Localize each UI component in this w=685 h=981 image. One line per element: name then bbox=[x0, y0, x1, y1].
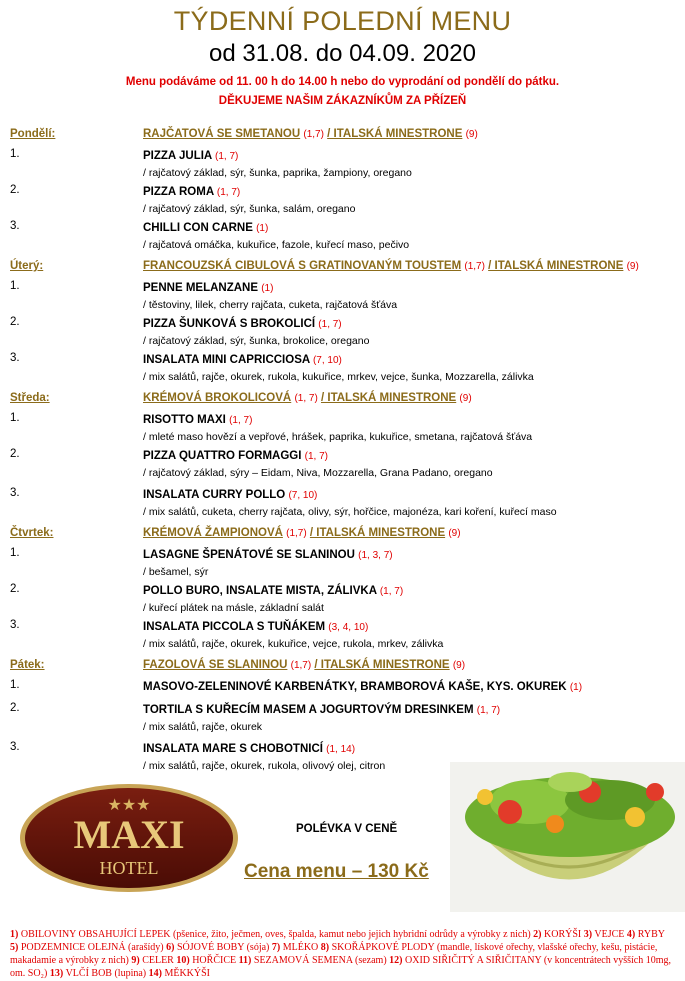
allergen-text: CELER bbox=[142, 955, 174, 966]
item-name: MASOVO-ZELENINOVÉ KARBENÁTKY, BRAMBOROVÁ KAŠE, KYS. OKUREK bbox=[143, 681, 567, 693]
soup-included-note: POLÉVKA V CENĚ bbox=[296, 823, 398, 835]
item-title bbox=[143, 148, 680, 165]
menu-price: Cena menu – 130 Kč bbox=[244, 861, 429, 882]
item-name: LASAGNE ŠPENÁTOVÉ SE SLANINOU bbox=[143, 549, 355, 561]
day-soups bbox=[143, 392, 472, 408]
item-body bbox=[143, 547, 680, 580]
soup-allergens: (1,7) bbox=[290, 660, 312, 671]
item-allergens: (7, 10) bbox=[312, 355, 342, 366]
allergen-text: KORÝŠI bbox=[544, 929, 582, 940]
soup2-allergens: (9) bbox=[459, 393, 472, 404]
allergen-number: 11) bbox=[238, 955, 252, 966]
soup-allergens: (1,7) bbox=[464, 261, 485, 272]
item-description: / mix salátů, rajče, okurek, rukola, olivový olej, citron bbox=[143, 760, 386, 772]
menu-items bbox=[10, 280, 680, 385]
soup-name: FRANCOUZSKÁ CIBULOVÁ S GRATINOVANÝM TOUSTEM bbox=[143, 260, 462, 272]
item-title bbox=[143, 702, 680, 719]
item-number: 1. bbox=[10, 148, 20, 160]
item-title bbox=[143, 741, 680, 758]
item-title bbox=[143, 619, 680, 636]
allergen-text: MĚKKÝŠI bbox=[164, 968, 211, 979]
item-number: 1. bbox=[10, 679, 20, 691]
menu-items bbox=[10, 679, 680, 774]
day-name: Úterý: bbox=[10, 260, 44, 272]
menu-items bbox=[10, 412, 680, 520]
item-allergens: (1) bbox=[569, 682, 583, 693]
day-section bbox=[10, 260, 680, 385]
item-number: 3. bbox=[10, 741, 20, 753]
item-body bbox=[143, 316, 680, 349]
day-header bbox=[10, 260, 680, 276]
item-name: INSALATA CURRY POLLO bbox=[143, 489, 286, 501]
menu-item bbox=[10, 352, 680, 385]
maxi-hotel-logo bbox=[18, 782, 240, 894]
item-title bbox=[143, 487, 680, 504]
item-name: POLLO BURO, INSALATE MISTA, ZÁLIVKA bbox=[143, 585, 377, 597]
allergen-number: 6) bbox=[166, 942, 175, 953]
item-title bbox=[143, 412, 680, 429]
item-description: / mix salátů, rajče, okurek bbox=[143, 721, 263, 733]
item-body bbox=[143, 702, 680, 735]
menu-item bbox=[10, 316, 680, 349]
item-allergens: (7, 10) bbox=[288, 490, 318, 501]
menu-item bbox=[10, 412, 680, 445]
menu-item bbox=[10, 448, 680, 481]
allergen-number: 8) bbox=[320, 942, 330, 953]
item-allergens: (1, 7) bbox=[229, 415, 253, 426]
item-title bbox=[143, 352, 680, 369]
item-body bbox=[143, 583, 680, 616]
day-header bbox=[10, 128, 680, 144]
allergen-number: 4) bbox=[626, 929, 636, 940]
day-section bbox=[10, 392, 680, 520]
day-header bbox=[10, 392, 680, 408]
soup-allergens: (1,7) bbox=[303, 129, 324, 140]
item-allergens: (1, 7) bbox=[476, 705, 501, 716]
item-description: / kuřecí plátek na másle, základní salát bbox=[143, 602, 324, 614]
item-title bbox=[143, 583, 680, 600]
hours-notice: Menu podáváme od 11. 00 h do 14.00 h nebo do vyprodání od pondělí do pátku. bbox=[125, 76, 560, 88]
item-name: INSALATA MARE S CHOBOTNICÍ bbox=[143, 743, 323, 755]
item-description: / rajčatová omáčka, kukuřice, fazole, kuřecí maso, pečivo bbox=[143, 239, 410, 251]
item-title bbox=[143, 220, 680, 237]
item-number: 3. bbox=[10, 487, 20, 499]
allergen-number: 13) bbox=[49, 968, 64, 979]
salad-bowl-image bbox=[450, 762, 685, 912]
allergen-text: VLČÍ BOB (lupina) bbox=[65, 968, 147, 979]
day-section bbox=[10, 527, 680, 652]
soup2-name: / ITALSKÁ MINESTRONE bbox=[327, 128, 463, 140]
menu-item bbox=[10, 619, 680, 652]
item-allergens: (3, 4, 10) bbox=[328, 622, 369, 633]
item-body bbox=[143, 487, 680, 520]
day-name: Čtvrtek: bbox=[10, 527, 54, 539]
allergen-text: MLÉKO bbox=[282, 942, 319, 953]
item-name: PIZZA ŠUNKOVÁ S BROKOLICÍ bbox=[143, 318, 316, 330]
item-number: 1. bbox=[10, 547, 20, 559]
item-title bbox=[143, 184, 680, 201]
day-header bbox=[10, 527, 680, 543]
item-allergens: (1, 7) bbox=[304, 451, 328, 462]
allergen-text: PODZEMNICE OLEJNÁ (arašídy) bbox=[20, 942, 164, 953]
allergen-text: SEZAMOVÁ SEMENA (sezam) bbox=[253, 955, 387, 966]
allergen-number: 10) bbox=[176, 955, 190, 966]
item-name: INSALATA MINI CAPRICCIOSA bbox=[143, 354, 310, 366]
menu-item bbox=[10, 280, 680, 313]
soup2-name: / ITALSKÁ MINESTRONE bbox=[488, 260, 624, 272]
menu-items bbox=[10, 148, 680, 253]
item-allergens: (1, 7) bbox=[379, 586, 404, 597]
item-name: PIZZA QUATTRO FORMAGGI bbox=[143, 450, 302, 462]
menu-item bbox=[10, 679, 680, 696]
item-description: / mix salátů, rajče, okurek, rukola, kukuřice, mrkev, vejce, šunka, Mozzarella, zálivka bbox=[143, 371, 534, 383]
menu-items bbox=[10, 547, 680, 652]
item-number: 3. bbox=[10, 220, 20, 232]
item-number: 1. bbox=[10, 280, 20, 292]
item-body bbox=[143, 148, 680, 181]
day-soups bbox=[143, 527, 461, 543]
menu-item bbox=[10, 547, 680, 580]
item-title bbox=[143, 679, 680, 696]
soup2-name: / ITALSKÁ MINESTRONE bbox=[314, 659, 450, 671]
item-name: CHILLI CON CARNE bbox=[143, 222, 253, 234]
svg-text:HOTEL: HOTEL bbox=[99, 858, 159, 878]
menu-item bbox=[10, 583, 680, 616]
svg-text:MAXI: MAXI bbox=[73, 812, 185, 857]
soup-name: FAZOLOVÁ SE SLANINOU bbox=[143, 659, 288, 671]
item-description: / rajčatový základ, sýr, šunka, paprika, žampiony, oregano bbox=[143, 167, 412, 179]
item-description: / mix salátů, rajče, okurek, kukuřice, vejce, rukola, mrkev, zálivka bbox=[143, 638, 444, 650]
item-name: PIZZA JULIA bbox=[143, 150, 212, 162]
item-allergens: (1, 7) bbox=[215, 151, 239, 162]
item-name: PIZZA ROMA bbox=[143, 186, 214, 198]
menu-dates: od 31.08. do 04.09. 2020 bbox=[209, 40, 476, 67]
menu-item bbox=[10, 702, 680, 735]
item-body bbox=[143, 280, 680, 313]
item-number: 2. bbox=[10, 184, 20, 196]
soup-name: KRÉMOVÁ BROKOLICOVÁ bbox=[143, 392, 292, 404]
item-description: / mleté maso hovězí a vepřové, hrášek, paprika, kukuřice, smetana, rajčatová šťáva bbox=[143, 431, 533, 443]
item-allergens: (1, 7) bbox=[318, 319, 342, 330]
soup-name: KRÉMOVÁ ŽAMPIONOVÁ bbox=[143, 527, 283, 539]
allergen-number: 9) bbox=[131, 955, 140, 966]
soup2-allergens: (9) bbox=[626, 261, 639, 272]
allergen-text: SKOŘÁPKOVÉ PLODY (mandle, lískové ořechy, vlašské ořechy, kešu, pistácie, makadamie a výrobky z nich) bbox=[10, 942, 658, 966]
menu-item bbox=[10, 487, 680, 520]
soup-allergens: (1,7) bbox=[286, 528, 307, 539]
allergen-number: 3) bbox=[583, 929, 593, 940]
day-soups bbox=[143, 659, 465, 675]
soup2-name: / ITALSKÁ MINESTRONE bbox=[320, 392, 457, 404]
allergens-legend bbox=[10, 928, 675, 980]
allergen-text: SÓJOVÉ BOBY (sója) bbox=[176, 942, 270, 953]
soup-allergens: (1, 7) bbox=[294, 393, 318, 404]
soup2-allergens: (9) bbox=[452, 660, 466, 671]
page-title: TÝDENNÍ POLEDNÍ MENU bbox=[173, 6, 512, 36]
allergen-text: RYBY bbox=[637, 929, 665, 940]
item-name: RISOTTO MAXI bbox=[143, 414, 226, 426]
item-name: INSALATA PICCOLA S TUŇÁKEM bbox=[143, 621, 326, 633]
item-description: / rajčatový základ, sýr, šunka, salám, oregano bbox=[143, 203, 356, 215]
weekly-menu bbox=[10, 128, 680, 781]
item-number: 2. bbox=[10, 702, 20, 714]
menu-item bbox=[10, 148, 680, 181]
item-number: 1. bbox=[10, 412, 20, 424]
item-number: 3. bbox=[10, 352, 20, 364]
allergen-number: 14) bbox=[148, 968, 162, 979]
menu-item bbox=[10, 184, 680, 217]
item-number: 2. bbox=[10, 316, 20, 328]
day-name: Pátek: bbox=[10, 659, 45, 671]
day-section bbox=[10, 659, 680, 774]
item-title bbox=[143, 280, 680, 297]
day-soups bbox=[143, 260, 639, 276]
day-section bbox=[10, 128, 680, 253]
thanks-notice: DĚKUJEME NAŠIM ZÁKAZNÍKŮM ZA PŘÍZEŇ bbox=[218, 95, 467, 107]
svg-text:★★★: ★★★ bbox=[107, 795, 151, 814]
item-body bbox=[143, 619, 680, 652]
day-header bbox=[10, 659, 680, 675]
item-description: / rajčatový základ, sýr, šunka, brokolice, oregano bbox=[143, 335, 370, 347]
item-description: / rajčatový základ, sýry – Eidam, Niva, Mozzarella, Grana Padano, oregano bbox=[143, 467, 493, 479]
item-body bbox=[143, 184, 680, 217]
item-name: PENNE MELANZANE bbox=[143, 282, 259, 294]
day-name: Středa: bbox=[10, 392, 50, 404]
soup-name: RAJČATOVÁ SE SMETANOU bbox=[143, 128, 301, 140]
day-soups bbox=[143, 128, 478, 144]
item-allergens: (1, 3, 7) bbox=[358, 550, 393, 561]
soup2-name: / ITALSKÁ MINESTRONE bbox=[309, 527, 446, 539]
item-body bbox=[143, 679, 680, 696]
item-allergens: (1) bbox=[261, 283, 274, 294]
item-description: / bešamel, sýr bbox=[143, 566, 209, 578]
allergen-number: 2) bbox=[533, 929, 542, 940]
day-name: Pondělí: bbox=[10, 128, 56, 140]
item-title bbox=[143, 547, 680, 564]
menu-item bbox=[10, 220, 680, 253]
item-allergens: (1, 14) bbox=[326, 744, 356, 755]
item-body bbox=[143, 220, 680, 253]
allergen-text: OXID SIŘIČITÝ A SIŘIČITANY (v koncentrátech vyšších 10mg, om. SO₂) bbox=[10, 955, 672, 979]
item-body bbox=[143, 448, 680, 481]
soup2-allergens: (9) bbox=[465, 129, 478, 140]
item-number: 2. bbox=[10, 448, 20, 460]
item-description: / mix salátů, cuketa, cherry rajčata, olivy, sýr, hořčice, majonéza, kari koření, kuřecí maso bbox=[143, 506, 557, 518]
allergen-number: 1) bbox=[10, 929, 19, 940]
item-name: TORTILA S KUŘECÍM MASEM A JOGURTOVÝM DRESINKEM bbox=[143, 704, 474, 716]
item-description: / těstoviny, lilek, cherry rajčata, cuketa, rajčatová šťáva bbox=[143, 299, 398, 311]
item-title bbox=[143, 316, 680, 333]
allergen-number: 7) bbox=[271, 942, 281, 953]
allergen-number: 5) bbox=[10, 942, 19, 953]
allergen-text: OBILOVINY OBSAHUJÍCÍ LEPEK (pšenice, žito, ječmen, oves, špalda, kamut nebo jejich hybridní odrůdy a výrobky z nich) bbox=[20, 929, 531, 940]
item-body bbox=[143, 352, 680, 385]
allergen-text: VEJCE bbox=[594, 929, 625, 940]
allergen-text: HOŘČICE bbox=[192, 955, 237, 966]
item-allergens: (1, 7) bbox=[216, 187, 241, 198]
item-allergens: (1) bbox=[256, 223, 269, 234]
item-title bbox=[143, 448, 680, 465]
soup2-allergens: (9) bbox=[448, 528, 461, 539]
allergen-number: 12) bbox=[389, 955, 403, 966]
item-number: 3. bbox=[10, 619, 20, 631]
item-body bbox=[143, 412, 680, 445]
item-number: 2. bbox=[10, 583, 20, 595]
